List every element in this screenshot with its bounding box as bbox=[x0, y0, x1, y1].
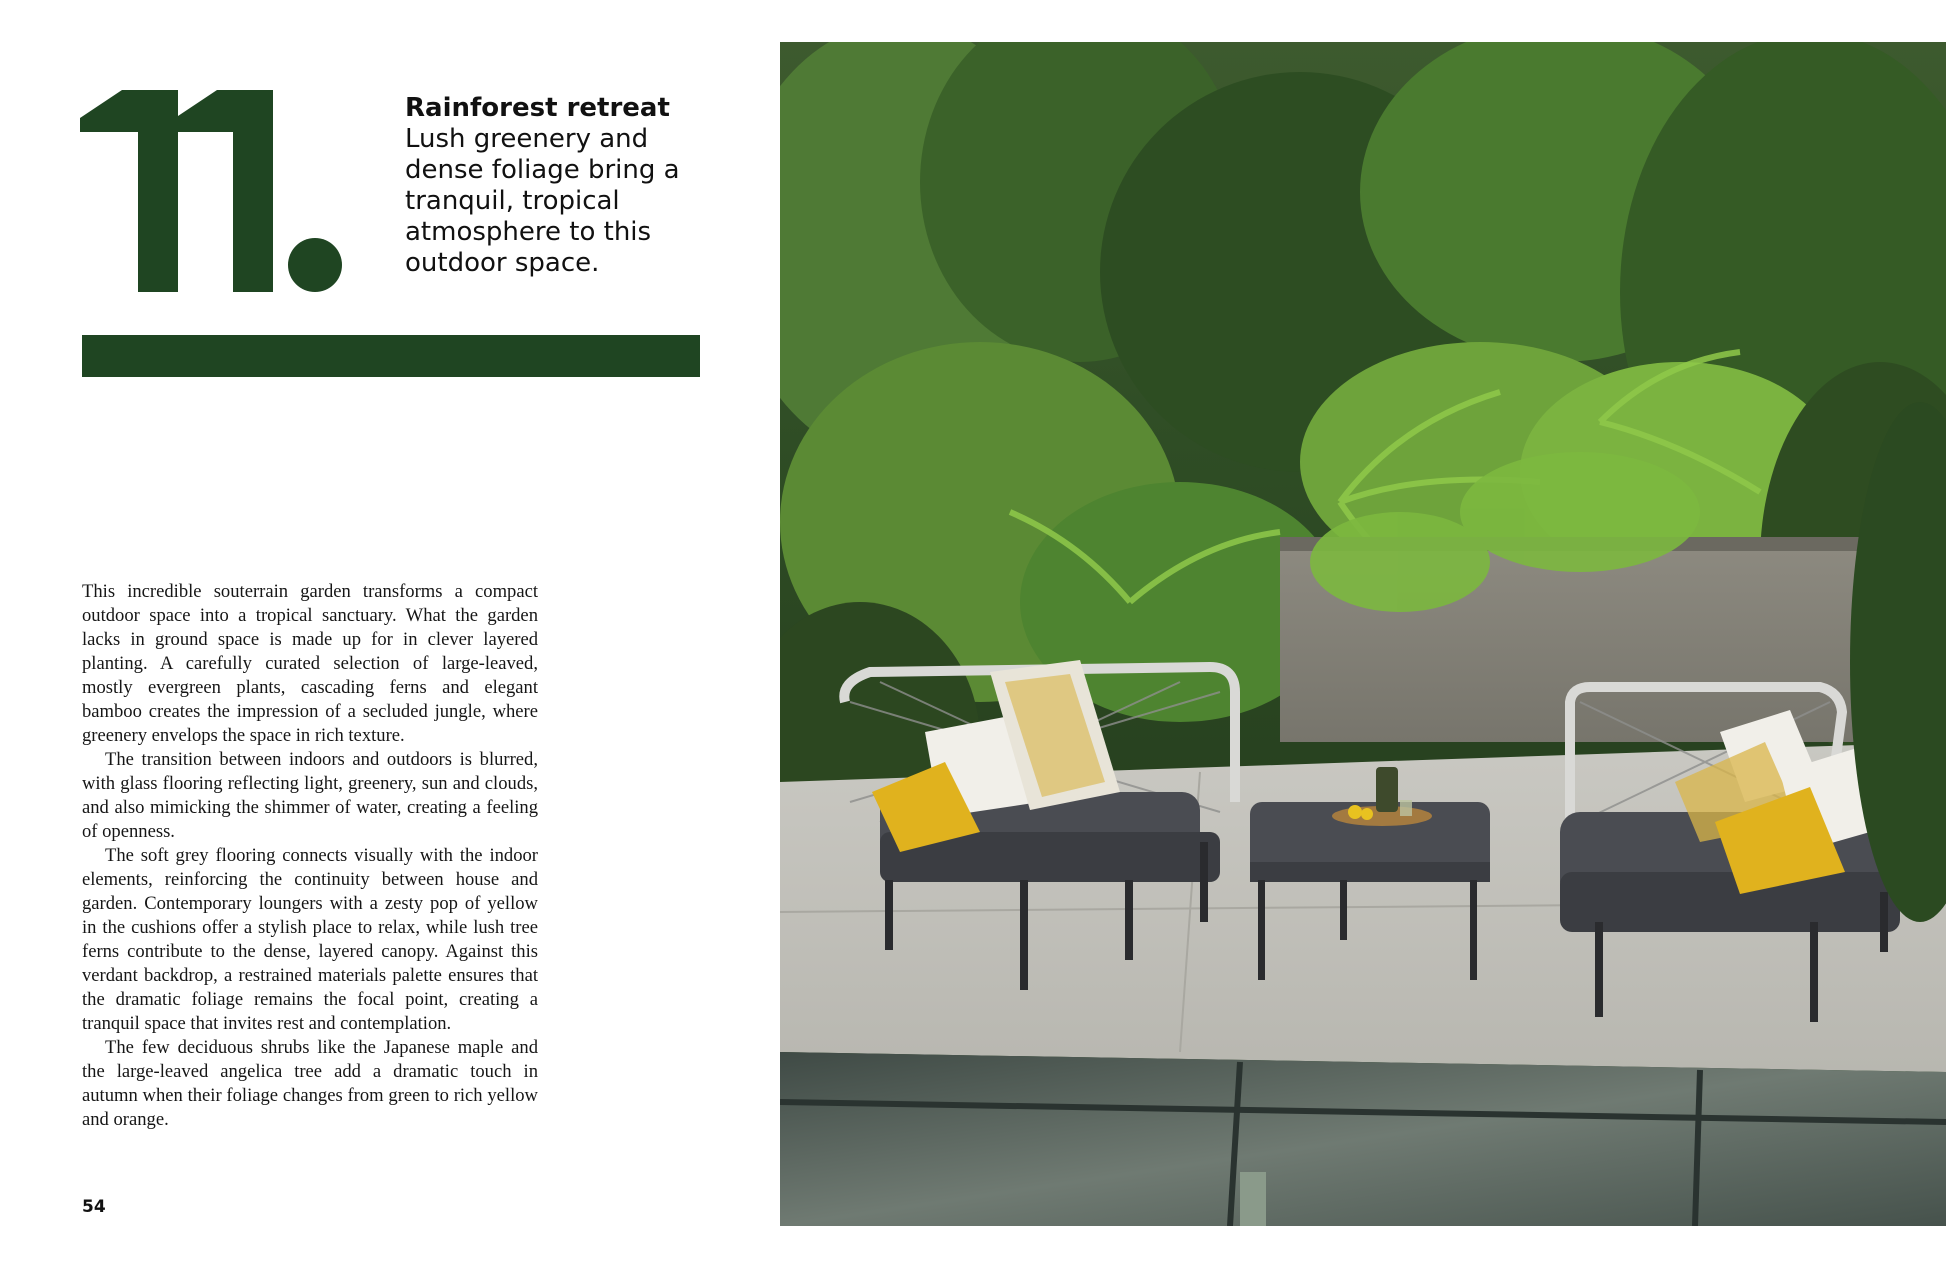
body-paragraph: The soft grey flooring connects visually with the indoor elements, reinforcing the continuity between house and garden. Contemporary loungers with a zesty pop of yellow in the cushions offer a stylish place to relax, while lush tree ferns contribute to the dense, layered canopy. Against this verdant backdrop, a restrained materials palette ensures that the dramatic foliage remains the focal point, creating a tranquil space that invites rest and contemplation. bbox=[82, 845, 538, 1034]
body-text bbox=[82, 580, 538, 1132]
body-paragraph: The few deciduous shrubs like the Japanese maple and the large-leaved angelica tree add a dramatic touch in autumn when their foliage changes from green to rich yellow and orange. bbox=[82, 1037, 538, 1130]
page-number: 54 bbox=[82, 1197, 106, 1217]
body-paragraph: This incredible souterrain garden transforms a compact outdoor space into a tropical sanctuary. What the garden lacks in ground space is made up for in clever layered planting. A carefully curated selection of large-leaved, mostly evergreen plants, cascading ferns and elegant bamboo creates the impression of a secluded jungle, where greenery envelops the space in rich texture. bbox=[82, 581, 538, 746]
accent-bar bbox=[82, 335, 700, 377]
section-number-graphic bbox=[80, 60, 350, 300]
article-description: Lush greenery and dense foliage bring a tranquil, tropical atmosphere to this outdoor space. bbox=[405, 124, 680, 278]
article-title: Rainforest retreat bbox=[405, 93, 670, 123]
garden-photo bbox=[780, 42, 1946, 1226]
section-number bbox=[80, 60, 350, 300]
garden-photo-illustration bbox=[780, 42, 1946, 1226]
subheading bbox=[405, 93, 705, 279]
body-paragraph: The transition between indoors and outdoors is blurred, with glass flooring reflecting light, greenery, sun and clouds, and also mimicking the shimmer of water, creating a feeling of openness. bbox=[82, 749, 538, 842]
